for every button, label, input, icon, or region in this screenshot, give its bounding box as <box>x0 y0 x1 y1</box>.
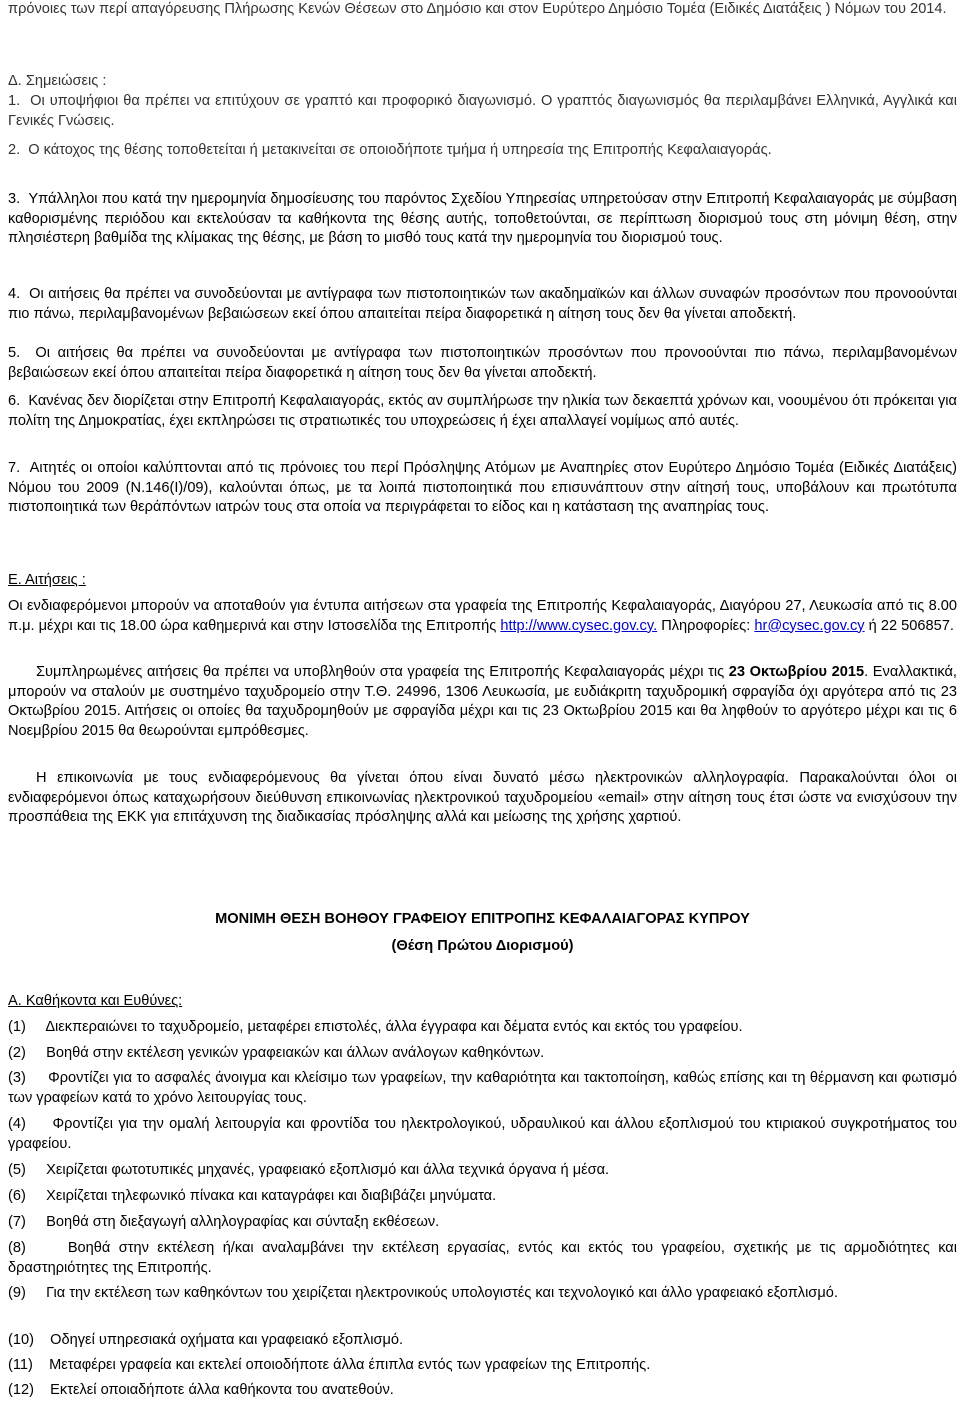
duty-item-9 <box>8 1284 957 1304</box>
applications-paragraph-2 <box>8 663 957 741</box>
duty-item-11 <box>8 1356 957 1376</box>
duty-item-3 <box>8 1069 957 1108</box>
note-text: Οι υποψήφιοι θα πρέπει να επιτύχουν σε γραπτό και προφορικό διαγωνισμό. Ο γραπτός διαγωνισμός θα περιλαμβάνει Ελληνικά, Αγγλικά και Γενικές Γνώσεις. <box>8 93 957 129</box>
duty-number: (3) <box>8 1070 26 1086</box>
applications-heading-text: Ε. Αιτήσεις : <box>8 572 86 588</box>
note-number: 3. <box>8 191 21 207</box>
note-item-6 <box>8 392 957 431</box>
duty-text: Διεκπεραιώνει το ταχυδρομείο, μεταφέρει επιστολές, άλλα έγγραφα και δέματα εντός και εκτός του γραφείου. <box>45 1019 743 1035</box>
website-link[interactable]: http://www.cysec.gov.cy. <box>500 617 658 634</box>
note-number: 6. <box>8 393 21 409</box>
duty-item-12 <box>8 1381 957 1401</box>
applications-paragraph-1 <box>8 597 957 636</box>
duty-text: Εκτελεί οποιαδήποτε άλλα καθήκοντα του ανατεθούν. <box>50 1382 394 1398</box>
duty-number: (1) <box>8 1019 26 1035</box>
info-label: Πληροφορίες: <box>661 617 751 634</box>
applications-paragraph-3: Η επικοινωνία με τους ενδιαφερόμενους θα γίνεται όπου είναι δυνατό μέσω ηλεκτρονικών αλληλογραφία. Παρακαλούνται όλοι οι ενδιαφερόμενοι όπως καταχωρήσουν διεύθυνση επικοινωνίας ηλεκτρονικού ταχυδρομείου «email» στην αίτηση τους έτσι ώστε να ενισχύσουν την προσπάθεια της ΕΚΚ για επιτάχυνση της διαδικασίας πρόσληψης αλλά και μείωσης της χρήσης χαρτιού. <box>8 770 957 825</box>
duty-item-1 <box>8 1018 957 1038</box>
note-item-5 <box>8 344 957 383</box>
note-text: Οι αιτήσεις θα πρέπει να συνοδεύονται με αντίγραφα των πιστοποιητικών των ακαδημαϊκών και άλλων συναφών προσόντων που προνοούνται πιο πάνω, περιλαμβανομένων βεβαιώσεων εκεί όπου απαιτείται πείρα διαφορετικά η αίτηση τους δεν θα γίνεται αποδεκτή. <box>8 286 958 322</box>
duty-item-6 <box>8 1187 957 1207</box>
duty-number: (12) <box>8 1382 34 1398</box>
duties-heading <box>8 992 182 1012</box>
deadline-date: 23 Οκτωβρίου 2015 <box>728 664 865 680</box>
note-item-4 <box>8 285 957 324</box>
duty-item-2 <box>8 1044 957 1064</box>
deadline-pre-text: Συμπληρωμένες αιτήσεις θα πρέπει να υποβληθούν στα γραφεία της Επιτροπής Κεφαλαιαγοράς μέχρι τις <box>36 664 725 680</box>
note-text: Οι αιτήσεις θα πρέπει να συνοδεύονται με αντίγραφα των πιστοποιητικών προσόντων που προνοούνται πιο πάνω, περιλαμβανομένων βεβαιώσεων εκεί όπου απαιτείται πείρα διαφορετικά η αίτηση τους δεν θα γίνεται αποδεκτή. <box>8 345 958 381</box>
note-number: 7. <box>8 460 21 476</box>
note-item-2 <box>8 141 957 161</box>
note-text: Υπάλληλοι που κατά την ημερομηνία δημοσίευσης του παρόντος Σχεδίου Υπηρεσίας υπηρετούσαν στην Επιτροπή Κεφαλαιαγοράς με σύμβαση καθορισμένης περιόδου και εκτελούσαν τα καθήκοντα της θέσης αυτής, τοποθετούνται, σε περίπτωση διορισμού τους στη μόνιμη θέση, στην πλησιέστερη βαθμίδα της κλίμακας της θέσης, με βάση το μισθό τους κατά την ημερομηνία του διορισμού τους. <box>8 191 957 246</box>
duty-number: (8) <box>8 1240 26 1256</box>
note-text: Κανένας δεν διορίζεται στην Επιτροπή Κεφαλαιαγοράς, εκτός αν συμπλήρωσε την ηλικία των δεκαεπτά χρόνων και, νοουμένου ότι πρόκειται για πολίτη της Δημοκρατίας, έχει εκπληρώσει τις στρατιωτικές του υποχρεώσεις ή έχει απαλλαγεί νομίμως από αυτές. <box>8 393 957 429</box>
duty-item-8 <box>8 1239 957 1278</box>
notes-heading: Δ. Σημειώσεις : <box>8 73 107 89</box>
note-item-1 <box>8 92 957 131</box>
position-subtitle: (Θέση Πρώτου Διορισμού) <box>391 938 574 954</box>
note-number: 1. <box>8 93 21 109</box>
duty-number: (5) <box>8 1162 26 1178</box>
note-item-3 <box>8 190 957 249</box>
duty-text: Φροντίζει για την ομαλή λειτουργία και φροντίδα του ηλεκτρολογικού, υδραυλικού και άλλου εξοπλισμού του κτιριακού συγκροτήματος του γραφείου. <box>8 1116 957 1152</box>
duty-number: (9) <box>8 1285 26 1301</box>
position-title: ΜΟΝΙΜΗ ΘΕΣΗ ΒΟΗΘΟΥ ΓΡΑΦΕΙΟΥ ΕΠΙΤΡΟΠΗΣ ΚΕΦΑΛΑΙΑΓΟΡΑΣ ΚΥΠΡΟΥ <box>215 911 750 927</box>
duty-number: (7) <box>8 1214 26 1230</box>
note-number: 5. <box>8 345 21 361</box>
duty-number: (2) <box>8 1045 26 1061</box>
duty-text: Οδηγεί υπηρεσιακά οχήματα και γραφειακό εξοπλισμό. <box>50 1332 404 1348</box>
duty-number: (6) <box>8 1188 26 1204</box>
note-text: Αιτητές οι οποίοι καλύπτονται από τις πρόνοιες του περί Πρόσληψης Ατόμων με Αναπηρίες στον Ευρύτερο Δημόσιο Τομέα (Ειδικές Διατάξεις) Νόμου του 2009 (Ν.146(Ι)/09), καλούνται όπως, με τα λοιπά πιστοποιητικά που επισυνάπτουν στην αίτησή τους, υποβάλουν και πρωτότυπα πιστοποιητικά των θεράπόντων ιατρών τους στα οποία να περιγράφεται το είδος και η κατάσταση της αναπηρίας τους. <box>8 460 957 515</box>
duty-item-7 <box>8 1213 957 1233</box>
duty-number: (10) <box>8 1332 34 1348</box>
duty-item-5 <box>8 1161 957 1181</box>
duty-text: Βοηθά στη διεξαγωγή αλληλογραφίας και σύνταξη εκθέσεων. <box>46 1214 440 1230</box>
note-text: Ο κάτοχος της θέσης τοποθετείται ή μετακινείται σε οποιοδήποτε τμήμα ή υπηρεσία της Επιτροπής Κεφαλαιαγοράς. <box>28 142 772 158</box>
phone-text: ή 22 506857. <box>868 617 954 634</box>
duty-text: Φροντίζει για το ασφαλές άνοιγμα και κλείσιμο των γραφείων, την καθαριότητα και τακτοποίηση, καθώς επίσης και τη θέρμανση και φωτισμό των γραφείων κατά το χρόνο λειτουργίας τους. <box>8 1070 957 1106</box>
applications-text: Οι ενδιαφερόμενοι μπορούν να αποταθούν για έντυπα αιτήσεων στα γραφεία της Επιτροπής Κεφαλαιαγοράς, Διαγόρου 27, Λευκωσία από τις 8.00 π.μ. μέχρι και τις 18.00 ώρα καθημερινά και στην Ιστοσελίδα της Επιτροπής <box>8 598 957 634</box>
note-number: 4. <box>8 286 21 302</box>
duty-item-4 <box>8 1115 957 1154</box>
note-number: 2. <box>8 142 21 158</box>
duty-text: Βοηθά στην εκτέλεση γενικών γραφειακών και άλλων ανάλογων καθηκόντων. <box>46 1045 545 1061</box>
duty-text: Για την εκτέλεση των καθηκόντων του χειρίζεται ηλεκτρονικούς υπολογιστές και τεχνολογικό και άλλο γραφειακό εξοπλισμό. <box>46 1285 838 1301</box>
note-item-7 <box>8 459 957 518</box>
deadline-post-text: . Εναλλακτικά, μπορούν να σταλούν με συστημένο ταχυδρομείο στην Τ.Θ. 24996, 1306 Λευκωσία, με ευδιάκριτη ταχυδρομική σφραγίδα όχι αργότερα από τις 23 Οκτωβρίου 2015. Αιτήσεις οι οποίες θα ταχυδρομηθούν με σφραγίδα μέχρι και τις 23 Οκτωβρίου 2015 και θα ληφθούν το αργότερο μέχρι και τις 6 Νοεμβρίου 2015 θα θεωρούνται εμπρόθεσμες. <box>8 664 957 739</box>
duty-number: (4) <box>8 1116 26 1132</box>
duty-item-10 <box>8 1331 957 1351</box>
applications-heading <box>8 571 86 591</box>
duty-text: Βοηθά στην εκτέλεση ή/και αναλαμβάνει την εκτέλεση εργασίας, εντός και εκτός του γραφείου, σχετικής με τις αρμοδιότητες και δραστηριότητες της Επιτροπής. <box>8 1240 957 1276</box>
email-link[interactable]: hr@cysec.gov.cy <box>754 617 865 634</box>
intro-paragraph: πρόνοιες των περί απαγόρευσης Πλήρωσης Κενών Θέσεων στο Δημόσιο και στον Ευρύτερο Δημόσιο Τομέα (Ειδικές Διατάξεις ) Νόμων του 2014. <box>8 1 947 17</box>
duty-text: Χειρίζεται τηλεφωνικό πίνακα και καταγράφει και διαβιβάζει μηνύματα. <box>46 1188 497 1204</box>
duty-text: Μεταφέρει γραφεία και εκτελεί οποιοδήποτε άλλα έπιπλα εντός των γραφείων της Επιτροπής. <box>49 1357 651 1373</box>
duties-heading-text: Α. Καθήκοντα και Ευθύνες: <box>8 993 183 1009</box>
duty-number: (11) <box>8 1357 33 1373</box>
duty-text: Χειρίζεται φωτοτυπικές μηχανές, γραφειακό εξοπλισμό και άλλα τεχνικά όργανα ή μέσα. <box>46 1162 610 1178</box>
